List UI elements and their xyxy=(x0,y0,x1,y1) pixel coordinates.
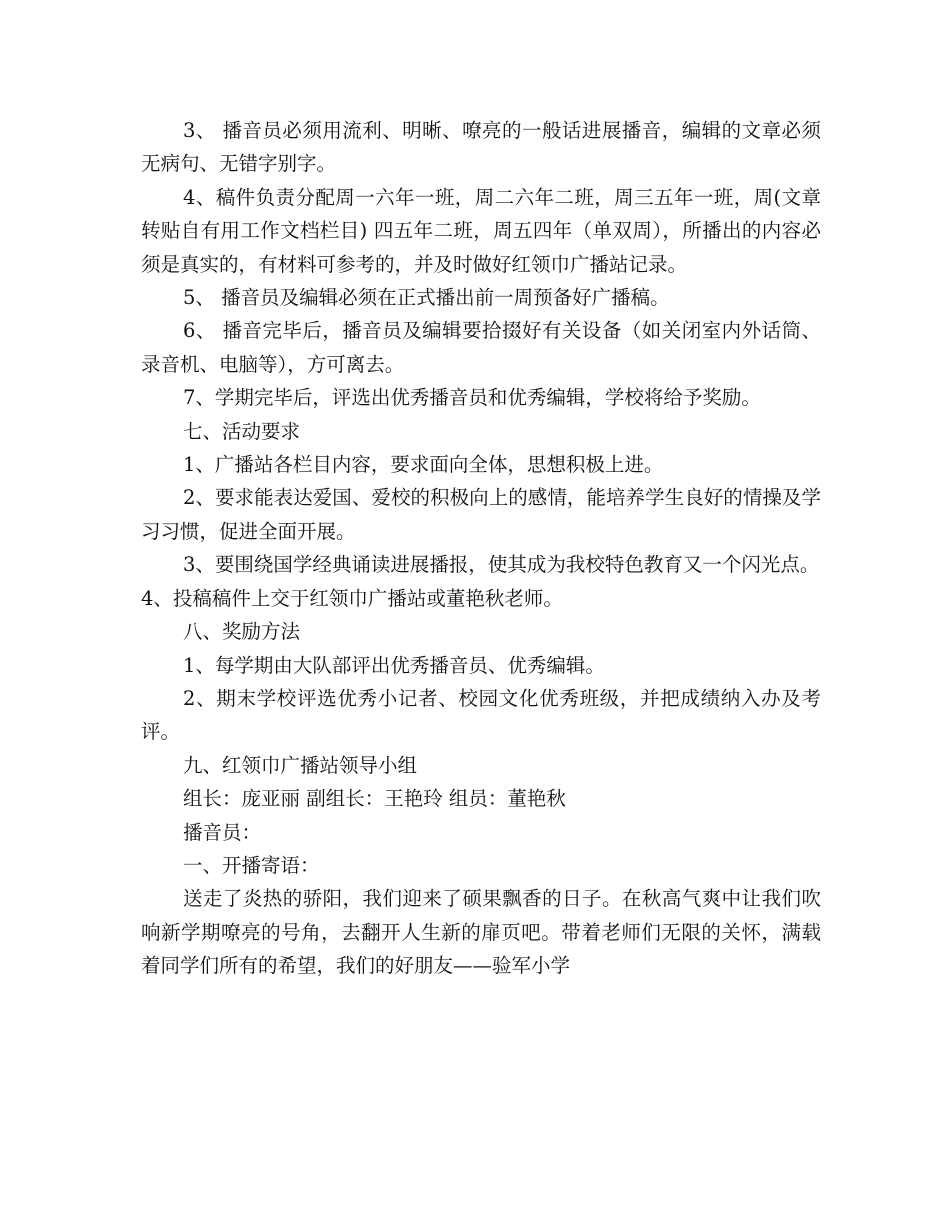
paragraph-3: 5、 播音员及编辑必须在正式播出前一周预备好广播稿。 xyxy=(183,286,670,310)
section-heading-reward-method: 八、奖励方法 xyxy=(183,620,301,644)
paragraph-18: 送走了炎热的骄阳，我们迎来了硕果飘香的日子。在秋高气爽中让我们吹响新学期嘹亮的号角，去翻开人生新的扉页吧。带着老师们无限的关怀，满载着同学们所有的希望，我们的好朋友——验军小学 xyxy=(141,887,821,978)
paragraph-5: 7、学期完毕后，评选出优秀播音员和优秀编辑，学校将给予奖励。 xyxy=(183,386,761,410)
paragraph-13: 2、期末学校评选优秀小记者、校园文化优秀班级，并把成绩纳入办及考评。 xyxy=(141,686,821,744)
paragraph-16: 播音员： xyxy=(183,820,262,844)
section-heading-leadership-group: 九、红领巾广播站领导小组 xyxy=(183,753,418,777)
paragraph-2: 4、稿件负责分配周一六年一班，周二六年二班，周三五年一班，周(文章转贴自有用工作文档栏目) 四五年二班，周五四年（单双周），所播出的内容必须是真实的，有材料可参考的，并及时做好红领巾广播站记录。 xyxy=(141,185,821,276)
document-body xyxy=(141,114,821,983)
paragraph-9: 3、要围绕国学经典诵读进展播报，使其成为我校特色教育又一个闪光点。 xyxy=(183,553,820,577)
paragraph-10: 4、投稿稿件上交于红领巾广播站或董艳秋老师。 xyxy=(141,586,563,610)
paragraph-8: 2、要求能表达爱国、爱校的积极向上的感情，能培养学生良好的情操及学习习惯，促进全面开展。 xyxy=(141,486,821,543)
section-heading-opening-message: 一、开播寄语： xyxy=(183,853,320,877)
section-heading-activity-requirements: 七、活动要求 xyxy=(183,419,301,443)
paragraph-12: 1、每学期由大队部评出优秀播音员、优秀编辑。 xyxy=(183,653,605,677)
paragraph-7: 1、广播站各栏目内容，要求面向全体，思想积极上进。 xyxy=(183,453,664,477)
paragraph-1: 3、 播音员必须用流利、明晰、嘹亮的一般话进展播音，编辑的文章必须无病句、无错字别字。 xyxy=(141,119,821,176)
paragraph-15: 组长：庞亚丽 副组长：王艳玲 组员：董艳秋 xyxy=(183,787,566,811)
paragraph-4: 6、 播音完毕后，播音员及编辑要拾掇好有关设备（如关闭室内外话筒、录音机、电脑等），方可离去。 xyxy=(141,319,821,376)
